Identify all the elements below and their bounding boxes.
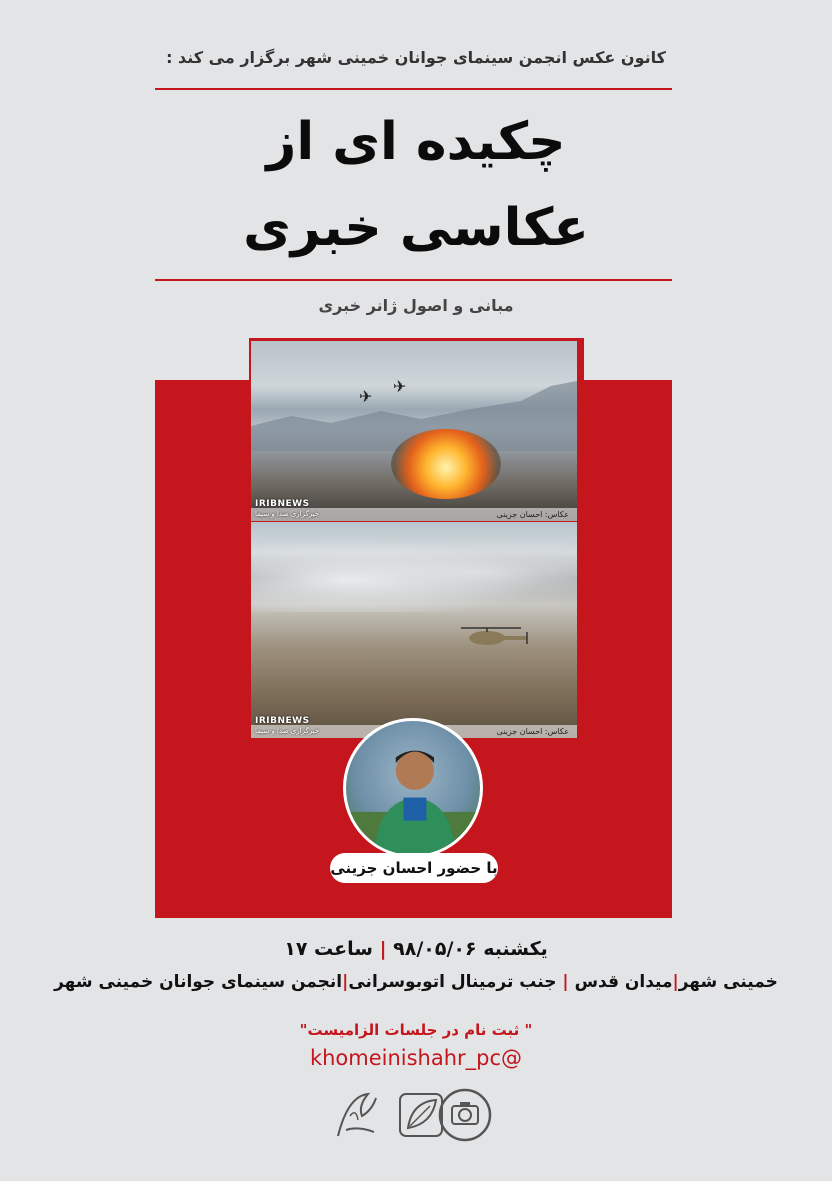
photo-watermark: IRIBNEWS [255, 499, 310, 509]
social-handle: khomeinishahr_pc@ [309, 1046, 523, 1070]
time-value: ساعت ۱۷ [284, 938, 373, 960]
photo-watermark-sub: خبرگزاری صدا و سیما [255, 510, 320, 518]
subtitle: مبانی و اصول ژانر خبری [318, 296, 514, 315]
date-prefix: یکشنبه [476, 938, 548, 960]
fighter-jet-icon: ✈ [359, 387, 373, 406]
photo-watermark-sub: خبرگزاری صدا و سیما [255, 727, 320, 735]
title-line-1: چکیده ای از [266, 112, 566, 172]
location-venue: انجمن سینمای جوانان خمینی شهر [54, 972, 343, 992]
separator: | [342, 972, 349, 992]
registration-note: " ثبت نام در جلسات الزامیست" [299, 1021, 533, 1039]
presenter-name: با حضور احسان جزینی [330, 853, 498, 883]
camera-logo [436, 1086, 494, 1144]
explosion-graphic [391, 429, 501, 499]
title-line-2: عکاسی خبری [243, 198, 589, 258]
separator: | [672, 972, 679, 992]
smoke-graphic [251, 532, 577, 612]
separator: | [562, 972, 569, 992]
location-square: میدان قدس [574, 972, 673, 992]
separator: | [372, 938, 394, 960]
fighter-jet-icon: ✈ [393, 377, 407, 396]
news-photo-helicopter [251, 522, 577, 738]
date-value: ۹۸/۰۵/۰۶ [393, 938, 477, 960]
presenter-avatar [343, 718, 483, 858]
calligraphy-logo [328, 1086, 386, 1144]
organizer-text: کانون عکس انجمن سینمای جوانان خمینی شهر برگزار می کند : [166, 48, 666, 67]
date-time-line [0, 938, 832, 960]
divider-top [155, 88, 672, 90]
news-photo-explosion [251, 341, 577, 521]
photo-watermark: IRIBNEWS [255, 716, 310, 726]
photo-credit: عکاس: احسان جزینی [496, 510, 569, 519]
helicopter-icon [461, 624, 531, 650]
location-line [0, 972, 832, 992]
photo-credit: عکاس: احسان جزینی [496, 727, 569, 736]
person-icon [346, 721, 480, 855]
location-near: جنب ترمینال اتوبوسرانی [348, 972, 557, 992]
location-city: خمینی شهر [678, 972, 778, 992]
divider-middle [155, 279, 672, 281]
